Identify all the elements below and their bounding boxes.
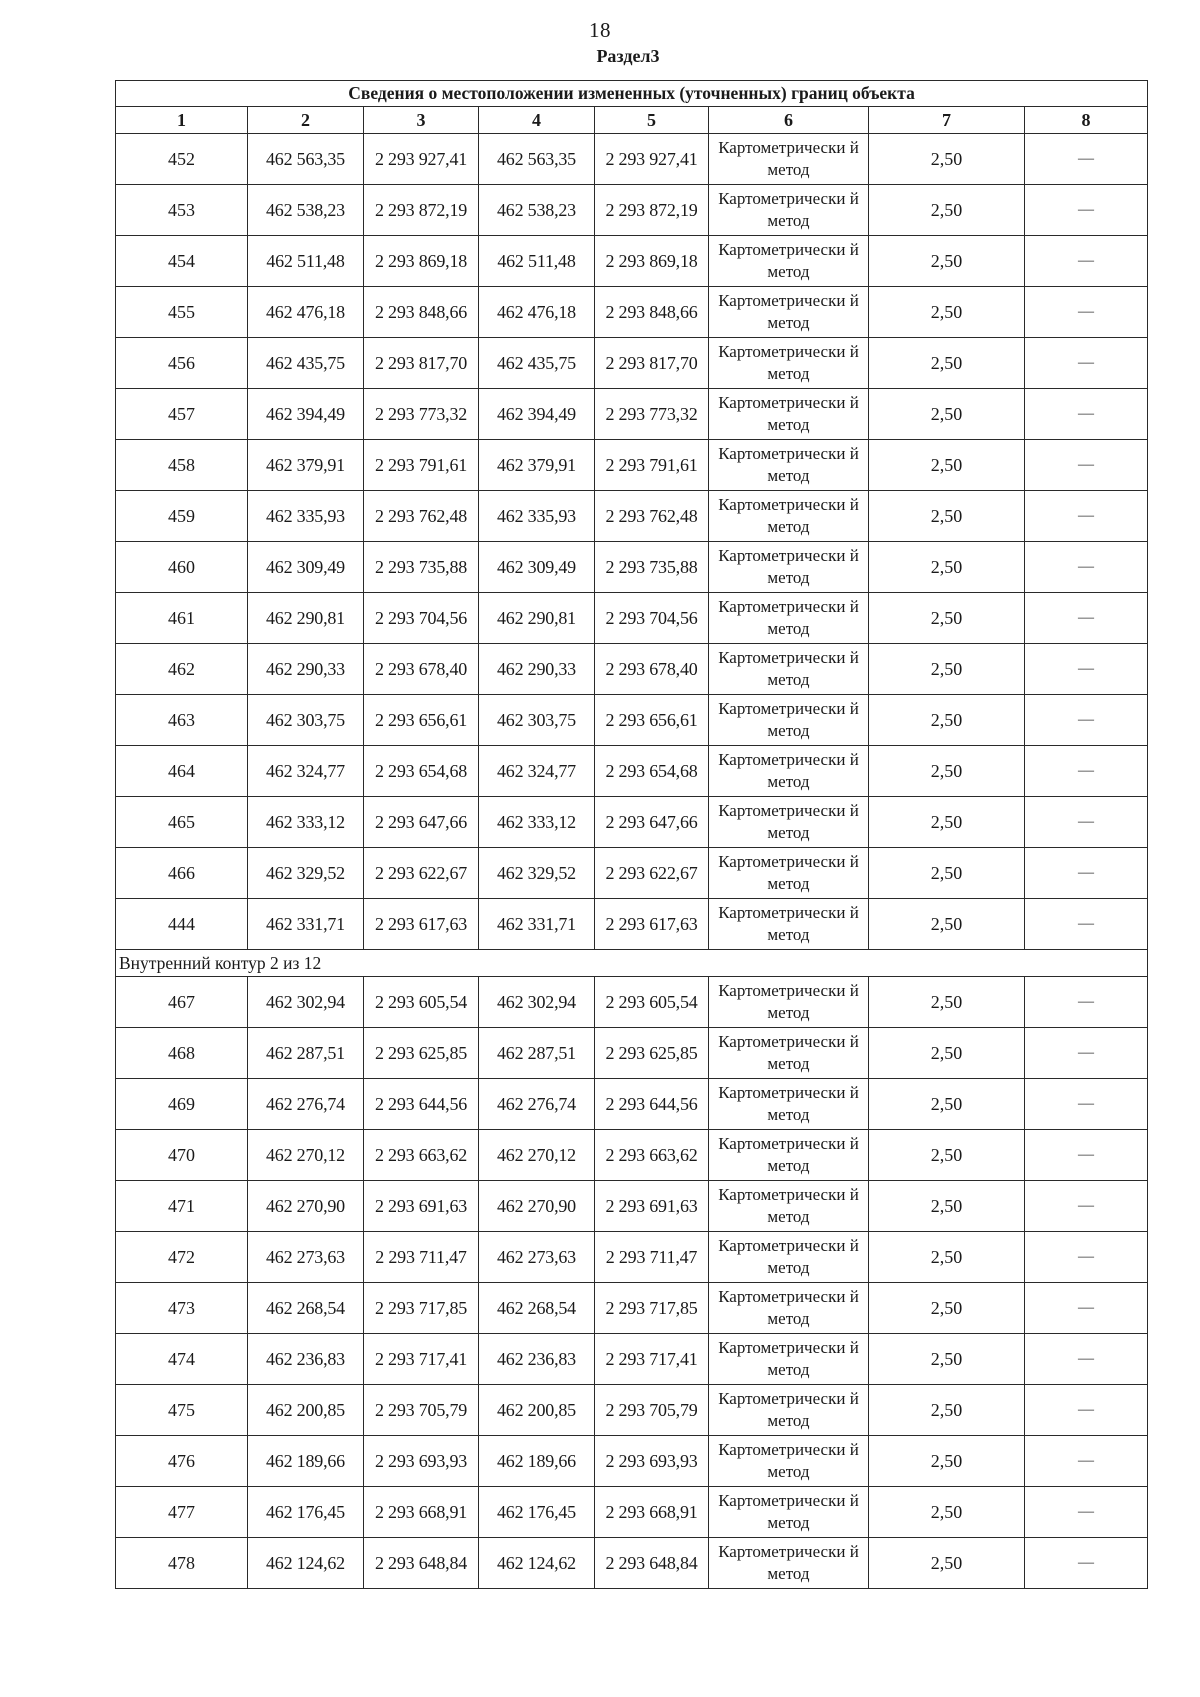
table-row xyxy=(116,593,1148,644)
table-title: Сведения о местоположении измененных (уточненных) границ объекта xyxy=(116,81,1148,107)
y-new-cell: 2 293 656,61 xyxy=(595,695,709,746)
x-existing-cell: 462 394,49 xyxy=(248,389,364,440)
method-cell: Картометрически й метод xyxy=(709,1538,869,1589)
method-cell: Картометрически й метод xyxy=(709,1436,869,1487)
accuracy-cell: 2,50 xyxy=(869,236,1025,287)
x-existing-cell: 462 329,52 xyxy=(248,848,364,899)
method-cell: Картометрически й метод xyxy=(709,542,869,593)
x-existing-cell: 462 476,18 xyxy=(248,287,364,338)
y-new-cell: 2 293 711,47 xyxy=(595,1232,709,1283)
table-row xyxy=(116,1283,1148,1334)
table-row xyxy=(116,1436,1148,1487)
method-cell: Картометрически й метод xyxy=(709,644,869,695)
table-row xyxy=(116,644,1148,695)
x-new-cell: 462 331,71 xyxy=(479,899,595,950)
y-new-cell: 2 293 668,91 xyxy=(595,1487,709,1538)
point-number-cell: 467 xyxy=(116,977,248,1028)
table-row xyxy=(116,389,1148,440)
accuracy-cell: 2,50 xyxy=(869,1079,1025,1130)
method-cell: Картометрически й метод xyxy=(709,236,869,287)
accuracy-cell: 2,50 xyxy=(869,1232,1025,1283)
x-new-cell: 462 394,49 xyxy=(479,389,595,440)
x-new-cell: 462 329,52 xyxy=(479,848,595,899)
y-new-cell: 2 293 872,19 xyxy=(595,185,709,236)
table-row xyxy=(116,134,1148,185)
y-existing-cell: 2 293 717,85 xyxy=(364,1283,479,1334)
accuracy-cell: 2,50 xyxy=(869,1130,1025,1181)
description-cell: — xyxy=(1025,1487,1148,1538)
accuracy-cell: 2,50 xyxy=(869,746,1025,797)
table-row xyxy=(116,1181,1148,1232)
description-cell: — xyxy=(1025,338,1148,389)
x-new-cell: 462 476,18 xyxy=(479,287,595,338)
method-cell: Картометрически й метод xyxy=(709,491,869,542)
point-number-cell: 444 xyxy=(116,899,248,950)
table-row xyxy=(116,1130,1148,1181)
x-new-cell: 462 270,90 xyxy=(479,1181,595,1232)
y-existing-cell: 2 293 735,88 xyxy=(364,542,479,593)
table-body xyxy=(116,134,1148,1589)
method-cell: Картометрически й метод xyxy=(709,1487,869,1538)
y-existing-cell: 2 293 791,61 xyxy=(364,440,479,491)
accuracy-cell: 2,50 xyxy=(869,695,1025,746)
table-row xyxy=(116,542,1148,593)
x-existing-cell: 462 287,51 xyxy=(248,1028,364,1079)
y-new-cell: 2 293 678,40 xyxy=(595,644,709,695)
x-new-cell: 462 379,91 xyxy=(479,440,595,491)
accuracy-cell: 2,50 xyxy=(869,1334,1025,1385)
table-row xyxy=(116,185,1148,236)
y-new-cell: 2 293 817,70 xyxy=(595,338,709,389)
y-new-cell: 2 293 773,32 xyxy=(595,389,709,440)
y-existing-cell: 2 293 617,63 xyxy=(364,899,479,950)
y-new-cell: 2 293 717,41 xyxy=(595,1334,709,1385)
accuracy-cell: 2,50 xyxy=(869,593,1025,644)
y-new-cell: 2 293 848,66 xyxy=(595,287,709,338)
method-cell: Картометрически й метод xyxy=(709,1130,869,1181)
y-existing-cell: 2 293 678,40 xyxy=(364,644,479,695)
y-existing-cell: 2 293 693,93 xyxy=(364,1436,479,1487)
column-number: 3 xyxy=(364,107,479,134)
method-cell: Картометрически й метод xyxy=(709,1232,869,1283)
description-cell: — xyxy=(1025,1232,1148,1283)
accuracy-cell: 2,50 xyxy=(869,134,1025,185)
table-row xyxy=(116,1385,1148,1436)
x-new-cell: 462 276,74 xyxy=(479,1079,595,1130)
x-new-cell: 462 176,45 xyxy=(479,1487,595,1538)
x-existing-cell: 462 379,91 xyxy=(248,440,364,491)
x-existing-cell: 462 302,94 xyxy=(248,977,364,1028)
x-new-cell: 462 287,51 xyxy=(479,1028,595,1079)
description-cell: — xyxy=(1025,797,1148,848)
table-row xyxy=(116,1487,1148,1538)
method-cell: Картометрически й метод xyxy=(709,695,869,746)
point-number-cell: 453 xyxy=(116,185,248,236)
method-cell: Картометрически й метод xyxy=(709,848,869,899)
column-number: 1 xyxy=(116,107,248,134)
accuracy-cell: 2,50 xyxy=(869,1385,1025,1436)
column-number: 2 xyxy=(248,107,364,134)
y-existing-cell: 2 293 717,41 xyxy=(364,1334,479,1385)
y-existing-cell: 2 293 654,68 xyxy=(364,746,479,797)
x-existing-cell: 462 268,54 xyxy=(248,1283,364,1334)
y-existing-cell: 2 293 872,19 xyxy=(364,185,479,236)
point-number-cell: 464 xyxy=(116,746,248,797)
y-existing-cell: 2 293 869,18 xyxy=(364,236,479,287)
method-cell: Картометрически й метод xyxy=(709,1028,869,1079)
x-new-cell: 462 333,12 xyxy=(479,797,595,848)
method-cell: Картометрически й метод xyxy=(709,185,869,236)
x-new-cell: 462 200,85 xyxy=(479,1385,595,1436)
y-new-cell: 2 293 791,61 xyxy=(595,440,709,491)
contour-label: Внутренний контур 2 из 12 xyxy=(116,950,1148,977)
accuracy-cell: 2,50 xyxy=(869,542,1025,593)
y-new-cell: 2 293 605,54 xyxy=(595,977,709,1028)
x-existing-cell: 462 276,74 xyxy=(248,1079,364,1130)
description-cell: — xyxy=(1025,1334,1148,1385)
point-number-cell: 461 xyxy=(116,593,248,644)
table-row xyxy=(116,491,1148,542)
description-cell: — xyxy=(1025,389,1148,440)
accuracy-cell: 2,50 xyxy=(869,1028,1025,1079)
x-existing-cell: 462 200,85 xyxy=(248,1385,364,1436)
accuracy-cell: 2,50 xyxy=(869,797,1025,848)
x-new-cell: 462 273,63 xyxy=(479,1232,595,1283)
y-existing-cell: 2 293 605,54 xyxy=(364,977,479,1028)
x-new-cell: 462 511,48 xyxy=(479,236,595,287)
point-number-cell: 470 xyxy=(116,1130,248,1181)
boundaries-table xyxy=(115,80,1148,1589)
point-number-cell: 468 xyxy=(116,1028,248,1079)
method-cell: Картометрически й метод xyxy=(709,797,869,848)
point-number-cell: 474 xyxy=(116,1334,248,1385)
point-number-cell: 456 xyxy=(116,338,248,389)
method-cell: Картометрически й метод xyxy=(709,1079,869,1130)
accuracy-cell: 2,50 xyxy=(869,338,1025,389)
y-new-cell: 2 293 869,18 xyxy=(595,236,709,287)
y-new-cell: 2 293 762,48 xyxy=(595,491,709,542)
x-existing-cell: 462 290,81 xyxy=(248,593,364,644)
table-row xyxy=(116,797,1148,848)
accuracy-cell: 2,50 xyxy=(869,389,1025,440)
table-row xyxy=(116,848,1148,899)
table-row xyxy=(116,899,1148,950)
y-new-cell: 2 293 647,66 xyxy=(595,797,709,848)
x-new-cell: 462 290,33 xyxy=(479,644,595,695)
accuracy-cell: 2,50 xyxy=(869,977,1025,1028)
x-new-cell: 462 290,81 xyxy=(479,593,595,644)
method-cell: Картометрически й метод xyxy=(709,338,869,389)
description-cell: — xyxy=(1025,236,1148,287)
description-cell: — xyxy=(1025,440,1148,491)
accuracy-cell: 2,50 xyxy=(869,899,1025,950)
x-existing-cell: 462 236,83 xyxy=(248,1334,364,1385)
x-existing-cell: 462 333,12 xyxy=(248,797,364,848)
y-existing-cell: 2 293 668,91 xyxy=(364,1487,479,1538)
point-number-cell: 459 xyxy=(116,491,248,542)
accuracy-cell: 2,50 xyxy=(869,644,1025,695)
table-row xyxy=(116,338,1148,389)
x-new-cell: 462 302,94 xyxy=(479,977,595,1028)
x-new-cell: 462 268,54 xyxy=(479,1283,595,1334)
description-cell: — xyxy=(1025,899,1148,950)
x-new-cell: 462 189,66 xyxy=(479,1436,595,1487)
accuracy-cell: 2,50 xyxy=(869,1538,1025,1589)
point-number-cell: 473 xyxy=(116,1283,248,1334)
y-new-cell: 2 293 691,63 xyxy=(595,1181,709,1232)
column-number: 5 xyxy=(595,107,709,134)
description-cell: — xyxy=(1025,491,1148,542)
method-cell: Картометрически й метод xyxy=(709,287,869,338)
y-existing-cell: 2 293 691,63 xyxy=(364,1181,479,1232)
accuracy-cell: 2,50 xyxy=(869,1283,1025,1334)
x-new-cell: 462 270,12 xyxy=(479,1130,595,1181)
x-new-cell: 462 435,75 xyxy=(479,338,595,389)
method-cell: Картометрически й метод xyxy=(709,389,869,440)
x-new-cell: 462 538,23 xyxy=(479,185,595,236)
column-number: 7 xyxy=(869,107,1025,134)
accuracy-cell: 2,50 xyxy=(869,1487,1025,1538)
y-new-cell: 2 293 693,93 xyxy=(595,1436,709,1487)
column-number: 8 xyxy=(1025,107,1148,134)
description-cell: — xyxy=(1025,644,1148,695)
y-existing-cell: 2 293 644,56 xyxy=(364,1079,479,1130)
y-existing-cell: 2 293 704,56 xyxy=(364,593,479,644)
table-row xyxy=(116,1232,1148,1283)
method-cell: Картометрически й метод xyxy=(709,1181,869,1232)
method-cell: Картометрически й метод xyxy=(709,1334,869,1385)
point-number-cell: 466 xyxy=(116,848,248,899)
x-existing-cell: 462 270,90 xyxy=(248,1181,364,1232)
point-number-cell: 469 xyxy=(116,1079,248,1130)
description-cell: — xyxy=(1025,593,1148,644)
y-new-cell: 2 293 717,85 xyxy=(595,1283,709,1334)
column-number: 6 xyxy=(709,107,869,134)
y-existing-cell: 2 293 848,66 xyxy=(364,287,479,338)
page-number: 18 xyxy=(589,18,611,42)
method-cell: Картометрически й метод xyxy=(709,593,869,644)
table-row xyxy=(116,440,1148,491)
method-cell: Картометрически й метод xyxy=(709,977,869,1028)
y-new-cell: 2 293 648,84 xyxy=(595,1538,709,1589)
description-cell: — xyxy=(1025,185,1148,236)
table-row xyxy=(116,236,1148,287)
x-existing-cell: 462 331,71 xyxy=(248,899,364,950)
y-existing-cell: 2 293 927,41 xyxy=(364,134,479,185)
x-existing-cell: 462 273,63 xyxy=(248,1232,364,1283)
table-row xyxy=(116,1334,1148,1385)
x-new-cell: 462 236,83 xyxy=(479,1334,595,1385)
x-existing-cell: 462 309,49 xyxy=(248,542,364,593)
description-cell: — xyxy=(1025,1079,1148,1130)
table-row xyxy=(116,1538,1148,1589)
description-cell: — xyxy=(1025,848,1148,899)
y-existing-cell: 2 293 711,47 xyxy=(364,1232,479,1283)
method-cell: Картометрически й метод xyxy=(709,1283,869,1334)
x-new-cell: 462 124,62 xyxy=(479,1538,595,1589)
method-cell: Картометрически й метод xyxy=(709,899,869,950)
point-number-cell: 462 xyxy=(116,644,248,695)
point-number-cell: 477 xyxy=(116,1487,248,1538)
description-cell: — xyxy=(1025,542,1148,593)
table-row xyxy=(116,1079,1148,1130)
x-new-cell: 462 324,77 xyxy=(479,746,595,797)
y-existing-cell: 2 293 762,48 xyxy=(364,491,479,542)
y-new-cell: 2 293 705,79 xyxy=(595,1385,709,1436)
y-existing-cell: 2 293 656,61 xyxy=(364,695,479,746)
point-number-cell: 460 xyxy=(116,542,248,593)
point-number-cell: 458 xyxy=(116,440,248,491)
table-row xyxy=(116,287,1148,338)
y-new-cell: 2 293 644,56 xyxy=(595,1079,709,1130)
x-existing-cell: 462 324,77 xyxy=(248,746,364,797)
x-new-cell: 462 335,93 xyxy=(479,491,595,542)
column-number-row xyxy=(116,107,1148,134)
method-cell: Картометрически й метод xyxy=(709,440,869,491)
point-number-cell: 472 xyxy=(116,1232,248,1283)
description-cell: — xyxy=(1025,695,1148,746)
x-existing-cell: 462 435,75 xyxy=(248,338,364,389)
description-cell: — xyxy=(1025,1385,1148,1436)
y-new-cell: 2 293 654,68 xyxy=(595,746,709,797)
contour-row xyxy=(116,950,1148,977)
point-number-cell: 463 xyxy=(116,695,248,746)
accuracy-cell: 2,50 xyxy=(869,185,1025,236)
description-cell: — xyxy=(1025,1436,1148,1487)
x-new-cell: 462 309,49 xyxy=(479,542,595,593)
column-number: 4 xyxy=(479,107,595,134)
y-existing-cell: 2 293 622,67 xyxy=(364,848,479,899)
y-new-cell: 2 293 735,88 xyxy=(595,542,709,593)
table-row xyxy=(116,695,1148,746)
point-number-cell: 457 xyxy=(116,389,248,440)
y-existing-cell: 2 293 663,62 xyxy=(364,1130,479,1181)
x-new-cell: 462 563,35 xyxy=(479,134,595,185)
description-cell: — xyxy=(1025,1283,1148,1334)
description-cell: — xyxy=(1025,977,1148,1028)
y-new-cell: 2 293 663,62 xyxy=(595,1130,709,1181)
x-existing-cell: 462 189,66 xyxy=(248,1436,364,1487)
description-cell: — xyxy=(1025,746,1148,797)
description-cell: — xyxy=(1025,287,1148,338)
y-new-cell: 2 293 625,85 xyxy=(595,1028,709,1079)
x-existing-cell: 462 538,23 xyxy=(248,185,364,236)
y-existing-cell: 2 293 817,70 xyxy=(364,338,479,389)
x-existing-cell: 462 335,93 xyxy=(248,491,364,542)
method-cell: Картометрически й метод xyxy=(709,134,869,185)
accuracy-cell: 2,50 xyxy=(869,848,1025,899)
point-number-cell: 475 xyxy=(116,1385,248,1436)
description-cell: — xyxy=(1025,134,1148,185)
accuracy-cell: 2,50 xyxy=(869,440,1025,491)
table-row xyxy=(116,1028,1148,1079)
x-existing-cell: 462 270,12 xyxy=(248,1130,364,1181)
x-existing-cell: 462 176,45 xyxy=(248,1487,364,1538)
section-title: Раздел3 xyxy=(596,46,660,66)
point-number-cell: 471 xyxy=(116,1181,248,1232)
method-cell: Картометрически й метод xyxy=(709,746,869,797)
y-new-cell: 2 293 622,67 xyxy=(595,848,709,899)
table-row xyxy=(116,977,1148,1028)
x-new-cell: 462 303,75 xyxy=(479,695,595,746)
description-cell: — xyxy=(1025,1181,1148,1232)
y-existing-cell: 2 293 625,85 xyxy=(364,1028,479,1079)
accuracy-cell: 2,50 xyxy=(869,1436,1025,1487)
point-number-cell: 454 xyxy=(116,236,248,287)
y-new-cell: 2 293 927,41 xyxy=(595,134,709,185)
accuracy-cell: 2,50 xyxy=(869,491,1025,542)
y-existing-cell: 2 293 705,79 xyxy=(364,1385,479,1436)
x-existing-cell: 462 563,35 xyxy=(248,134,364,185)
x-existing-cell: 462 290,33 xyxy=(248,644,364,695)
accuracy-cell: 2,50 xyxy=(869,1181,1025,1232)
y-new-cell: 2 293 704,56 xyxy=(595,593,709,644)
description-cell: — xyxy=(1025,1130,1148,1181)
point-number-cell: 478 xyxy=(116,1538,248,1589)
description-cell: — xyxy=(1025,1028,1148,1079)
point-number-cell: 452 xyxy=(116,134,248,185)
y-existing-cell: 2 293 647,66 xyxy=(364,797,479,848)
accuracy-cell: 2,50 xyxy=(869,287,1025,338)
x-existing-cell: 462 511,48 xyxy=(248,236,364,287)
x-existing-cell: 462 303,75 xyxy=(248,695,364,746)
description-cell: — xyxy=(1025,1538,1148,1589)
point-number-cell: 476 xyxy=(116,1436,248,1487)
x-existing-cell: 462 124,62 xyxy=(248,1538,364,1589)
y-new-cell: 2 293 617,63 xyxy=(595,899,709,950)
table-row xyxy=(116,746,1148,797)
y-existing-cell: 2 293 773,32 xyxy=(364,389,479,440)
point-number-cell: 465 xyxy=(116,797,248,848)
y-existing-cell: 2 293 648,84 xyxy=(364,1538,479,1589)
method-cell: Картометрически й метод xyxy=(709,1385,869,1436)
point-number-cell: 455 xyxy=(116,287,248,338)
